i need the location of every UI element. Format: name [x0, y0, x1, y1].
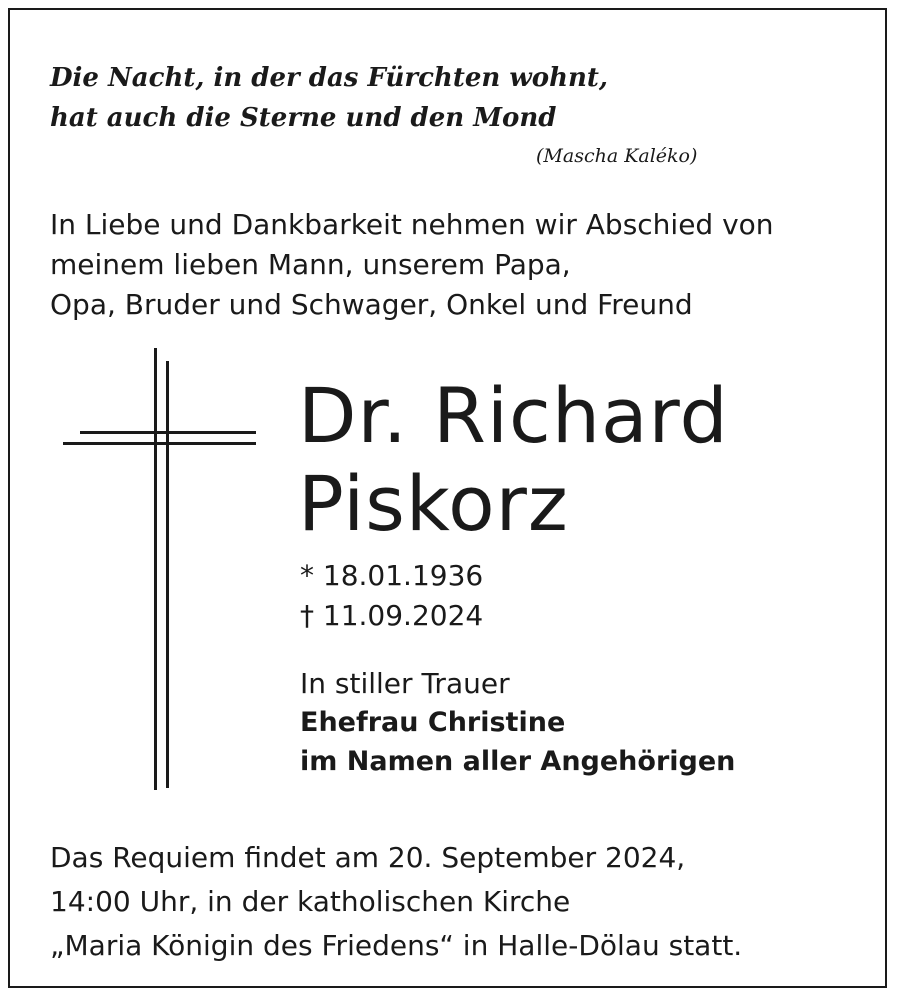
deceased-name: [298, 372, 729, 548]
mourners-line-1: Ehefrau Christine: [300, 707, 566, 738]
quote-line-2: hat auch die Sterne und den Mond: [50, 103, 557, 133]
name-line-1: Dr. Richard: [298, 371, 729, 460]
intro-text: [50, 205, 774, 325]
requiem-line-1: Das Requiem findet am 20. September 2024,: [50, 841, 686, 874]
intro-line-2: meinem lieben Mann, unserem Papa,: [50, 248, 571, 281]
cross-icon: [60, 348, 260, 793]
name-line-2: Piskorz: [298, 459, 569, 548]
requiem-line-3: „Maria Königin des Friedens“ in Halle-Dölau statt.: [50, 929, 743, 962]
mourners: [300, 664, 735, 781]
intro-line-1: In Liebe und Dankbarkeit nehmen wir Abschied von: [50, 208, 774, 241]
mourners-intro: In stiller Trauer: [300, 667, 510, 700]
quote-author: (Mascha Kaléko): [536, 145, 698, 167]
quote-line-1: Die Nacht, in der das Fürchten wohnt,: [50, 63, 608, 93]
requiem-info: [50, 836, 742, 968]
requiem-line-2: 14:00 Uhr, in der katholischen Kirche: [50, 885, 571, 918]
mourners-line-2: im Namen aller Angehörigen: [300, 746, 736, 777]
death-date: † 11.09.2024: [300, 599, 484, 632]
life-dates: [300, 556, 483, 636]
quote: [50, 58, 608, 138]
intro-line-3: Opa, Bruder und Schwager, Onkel und Freund: [50, 288, 693, 321]
birth-date: * 18.01.1936: [300, 559, 484, 592]
